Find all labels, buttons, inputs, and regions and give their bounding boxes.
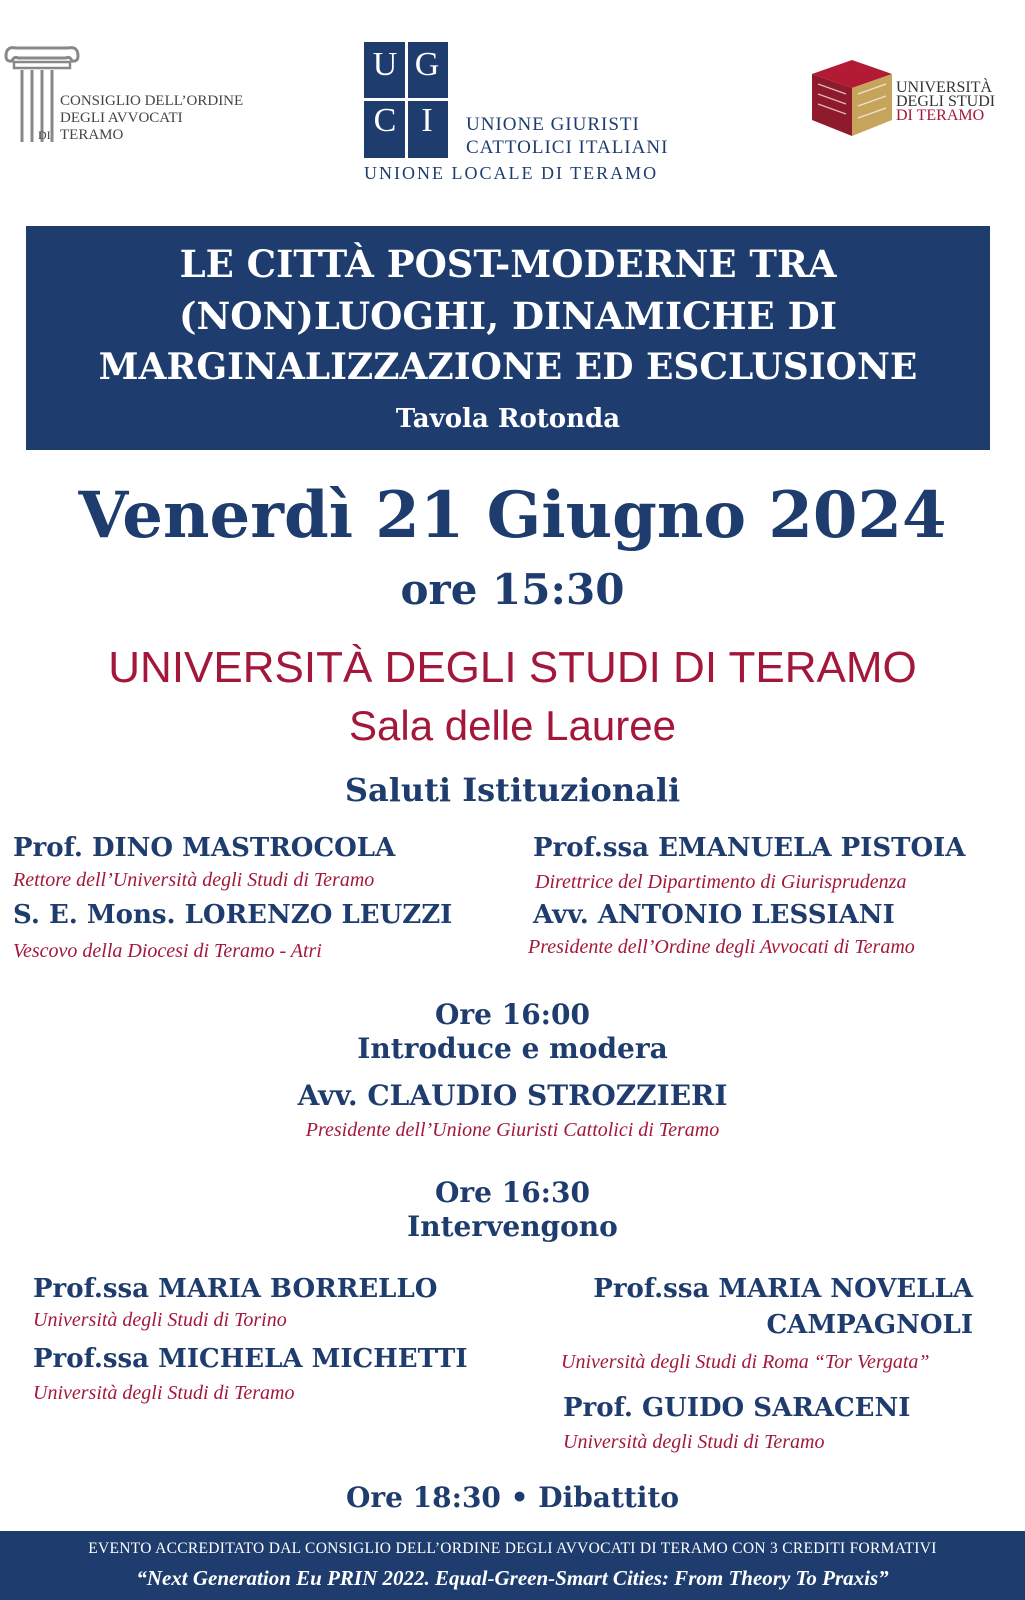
- title-subtitle: Tavola Rotonda: [395, 404, 621, 434]
- logo-left-prefix: DI: [38, 128, 51, 142]
- university-name-line: DI TERAMO: [896, 107, 985, 124]
- ugci-name-line: CATTOLICI ITALIANI: [466, 137, 669, 158]
- speaker-name: Prof.ssa MARIA BORRELLO: [33, 1274, 438, 1304]
- ugci-logo-box: [364, 42, 448, 158]
- ugci-letter: G: [414, 46, 440, 83]
- logo-left-line: CONSIGLIO DELL’ORDINE: [60, 93, 244, 109]
- university-name-line: DEGLI STUDI: [896, 93, 996, 110]
- university-name: [896, 81, 995, 123]
- ugci-name: [466, 113, 668, 159]
- speakers-time: Ore 16:30: [435, 1176, 590, 1209]
- event-date: Venerdì 21 Giugno 2024: [78, 478, 947, 553]
- ugci-name-line: UNIONE GIURISTI: [466, 114, 640, 135]
- speaker-role: Università degli Studi di Roma “Tor Vergata”: [561, 1351, 930, 1373]
- debate-time: Ore 18:30 • Dibattito: [345, 1481, 680, 1514]
- ugci-letter: C: [373, 102, 397, 139]
- logo-left-line: DEGLI AVVOCATI: [60, 110, 183, 126]
- speaker-name: Prof. DINO MASTROCOLA: [13, 833, 396, 863]
- ugci-divider-h: [364, 98, 448, 101]
- bar-association-name: [38, 93, 244, 144]
- speaker-role: Università degli Studi di Torino: [33, 1309, 287, 1331]
- speaker-role: Presidente dell’Ordine degli Avvocati di Teramo: [528, 936, 915, 958]
- speaker-name: Prof. GUIDO SARACENI: [563, 1393, 911, 1423]
- speaker-name: Prof.ssa EMANUELA PISTOIA: [533, 833, 966, 863]
- speaker-role: Direttrice del Dipartimento di Giurisprudenza: [535, 871, 907, 893]
- logo-left-line: [38, 127, 243, 144]
- intro-time: Ore 16:00: [435, 998, 590, 1031]
- moderator-role: Presidente dell’Unione Giuristi Cattolici di Teramo: [305, 1119, 720, 1141]
- speakers-label: Intervengono: [407, 1210, 618, 1243]
- title-line: (NON)LUOGHI, DINAMICHE DI: [178, 294, 838, 338]
- speaker-role: Rettore dell’Università degli Studi di Teramo: [13, 869, 375, 891]
- ugci-letter: U: [372, 46, 398, 83]
- university-cube-icon: [808, 54, 894, 140]
- title-line: LE CITTÀ POST-MODERNE TRA: [179, 242, 837, 286]
- title-banner: [26, 226, 990, 450]
- intro-label: Introduce e modera: [357, 1032, 668, 1065]
- logo-left-line-city: TERAMO: [60, 127, 124, 143]
- speaker-role: Università degli Studi di Teramo: [33, 1382, 295, 1404]
- speaker-role: Vescovo della Diocesi di Teramo - Atri: [13, 940, 322, 962]
- event-room: Sala delle Lauree: [349, 702, 676, 749]
- speaker-name: Avv. ANTONIO LESSIANI: [533, 900, 895, 930]
- event-venue: UNIVERSITÀ DEGLI STUDI DI TERAMO: [108, 643, 917, 692]
- ugci-letter: I: [421, 102, 433, 139]
- speaker-name: Prof.ssa MICHELA MICHETTI: [33, 1344, 468, 1374]
- speaker-role: Università degli Studi di Teramo: [563, 1431, 825, 1453]
- footer-banner: [0, 1531, 1025, 1600]
- title-line: MARGINALIZZAZIONE ED ESCLUSIONE: [98, 346, 918, 388]
- university-name-line: UNIVERSITÀ: [896, 79, 992, 96]
- moderator-name: Avv. CLAUDIO STROZZIERI: [297, 1079, 728, 1112]
- speaker-name: Prof.ssa MARIA NOVELLA: [593, 1274, 973, 1304]
- accreditation-note: EVENTO ACCREDITATO DAL CONSIGLIO DELL’ORDINE DEGLI AVVOCATI DI TERAMO CON 3 CREDITI FORMATIVI: [88, 1540, 937, 1557]
- event-time: ore 15:30: [400, 565, 625, 614]
- saluti-heading: Saluti Istituzionali: [344, 771, 681, 809]
- speaker-name: CAMPAGNOLI: [766, 1310, 973, 1340]
- speaker-name: S. E. Mons. LORENZO LEUZZI: [13, 900, 453, 930]
- project-title: “Next Generation Eu PRIN 2022. Equal-Green-Smart Cities: From Theory To Praxis”: [136, 1566, 889, 1590]
- ugci-local-unit: UNIONE LOCALE DI TERAMO: [364, 163, 659, 183]
